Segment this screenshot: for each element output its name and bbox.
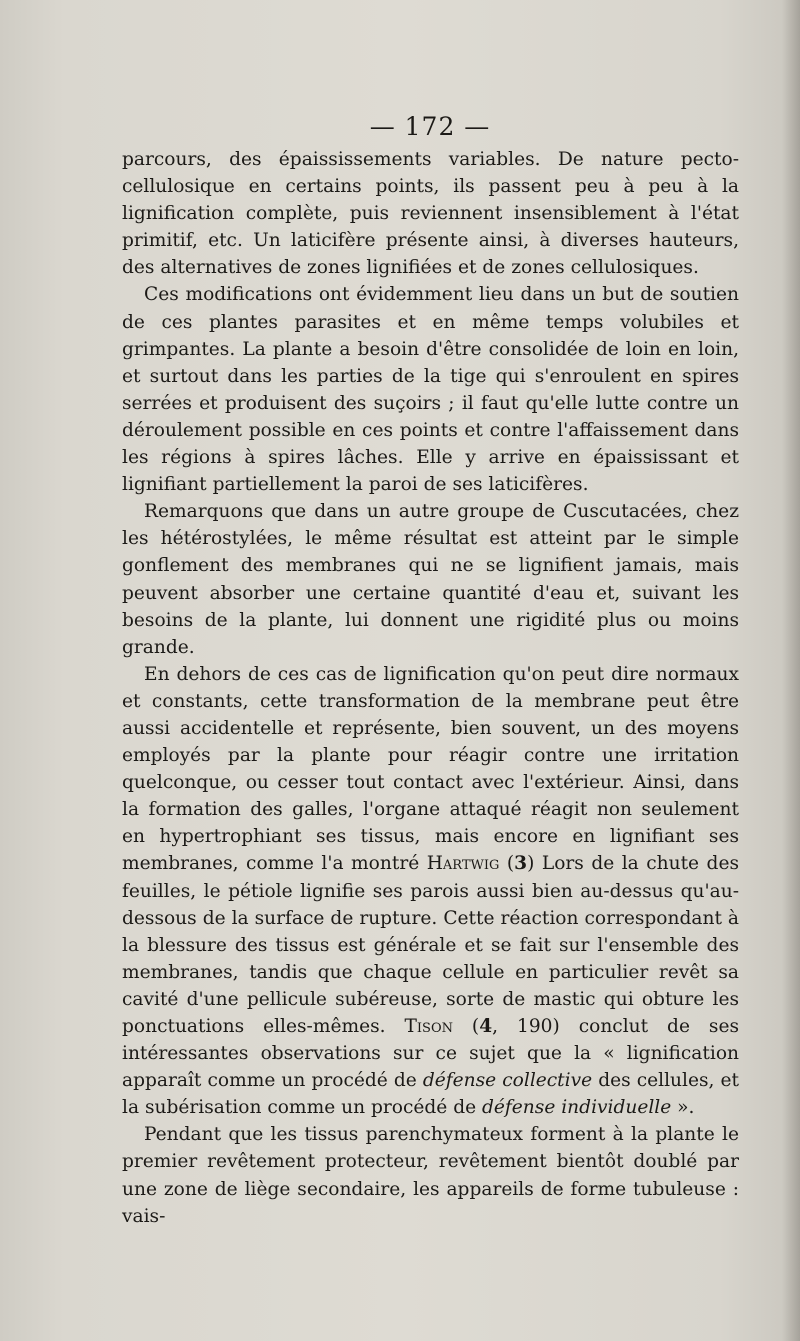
emphasis-defense-collective: défense collective: [422, 1070, 593, 1092]
author-tison: Tison: [404, 1016, 453, 1037]
reference-open-1: (: [499, 853, 515, 875]
author-hartwig: Hartwig: [426, 853, 500, 875]
paragraph-lignification-part-2: ) Lors de la chute des feuilles, le pétiole lignifie ses parois aussi bien au-dessus qu'au-dessous de la surface de rupture. Cette réaction correspondant à la blessure des tissus est générale et se fait sur l'ensemble des membranes, tandis que chaque cellule en particulier revêt sa cavité d'une pellicule subéreuse, sorte de mastic qui obture les ponctuations elles-mêmes.: [122, 853, 739, 1037]
paragraph-tissus: Pendant que les tissus parenchymateux forment à la plante le premier revêtement protecteur, revêtement bientôt doublé par une zone de liège secondaire, les appareils de forme tubuleuse : vais-: [122, 1124, 739, 1227]
page-number: — 172 —: [369, 112, 491, 141]
reference-number-3: 3: [514, 853, 528, 875]
paragraph-support: Ces modifications ont évidemment lieu dans un but de soutien de ces plantes parasites et en même temps volubiles et grimpantes. La plante a besoin d'être consolidée de loin en loin, et surtout dans les parties de la tige qui s'enroulent en spires serrées et produisent des suçoirs ; il faut qu'elle lutte contre un déroulement possible en ces points et contre l'affaissement dans les régions à spires lâches. Elle y arrive en épaississant et lignifiant partiellement la paroi de ses laticifères.: [122, 284, 739, 496]
paragraph-lignification-part-3: , 190) conclut de ses intéressantes observations sur ce sujet que la « lignification apparaît comme un procédé de: [122, 1016, 739, 1092]
paragraph-lignification: [122, 661, 739, 1122]
paragraph-cuscutacees: Remarquons que dans un autre groupe de Cuscutacées, chez les hétérostylées, le même résultat est atteint par le simple gonflement des membranes qui ne se lignifient jamais, mais peuvent absorber une certaine quantité d'eau et, suivant les besoins de la plante, lui donnent une rigidité plus ou moins grande.: [122, 501, 739, 658]
reference-number-4: 4: [479, 1016, 493, 1037]
paragraph-lignification-part-5: ».: [671, 1097, 695, 1119]
body-text: [122, 146, 739, 1230]
page-edge-shadow: [782, 0, 800, 1341]
paragraph-continuation: parcours, des épaississements variables. De nature pecto-cellulosique en certains points, ils passent peu à peu à la lignification complète, puis reviennent insensiblement à l'état primitif, etc. Un laticifère présente ainsi, à diverses hauteurs, des alternatives de zones lignifiées et de zones cellulosiques.: [122, 149, 739, 279]
emphasis-defense-individuelle: défense individuelle: [482, 1097, 672, 1119]
paragraph-lignification-part-4: des cellules, et la subérisation comme un procédé de: [122, 1070, 739, 1119]
paragraph-lignification-part-1: En dehors de ces cas de lignification qu'on peut dire normaux et constants, cette transformation de la membrane peut être aussi accidentelle et représente, bien souvent, un des moyens employés par la plante pour réagir contre une irritation quelconque, ou cesser tout contact avec l'extérieur. Ainsi, dans la formation des galles, l'organe attaqué réagit non seulement en hypertrophiant ses tissus, mais encore en lignifiant ses membranes, comme l'a montré: [122, 663, 739, 875]
reference-open-2: (: [452, 1016, 480, 1037]
